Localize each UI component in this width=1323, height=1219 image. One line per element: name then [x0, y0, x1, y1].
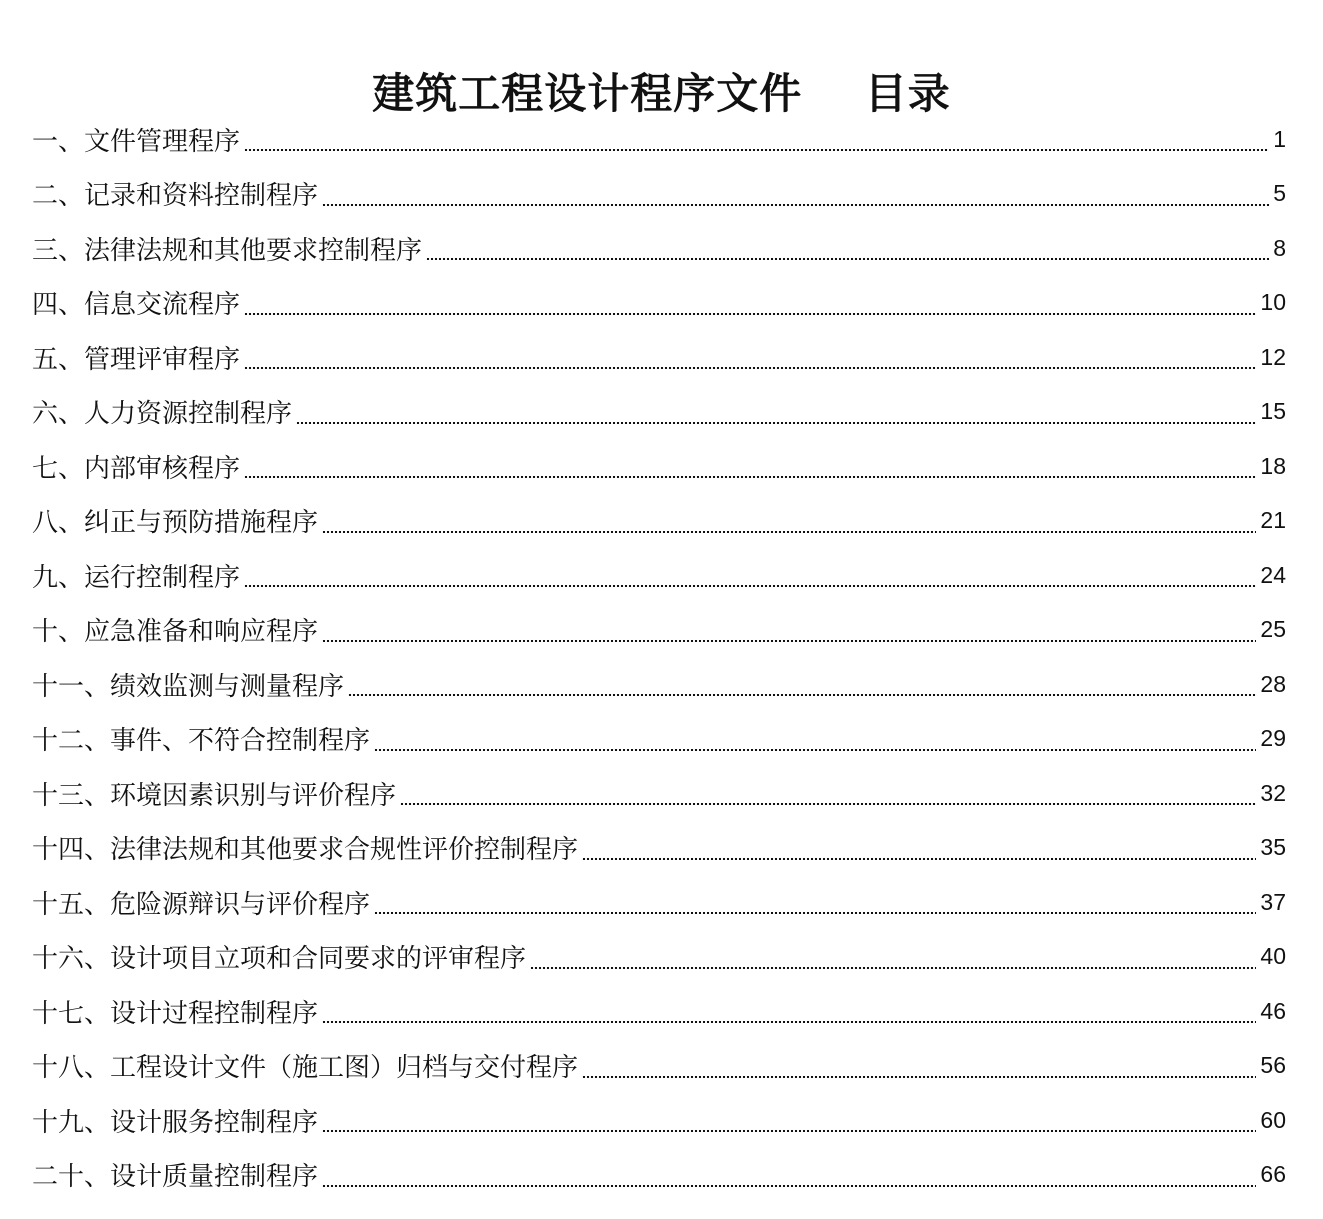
toc-entry-page: 37: [1260, 888, 1286, 915]
dot-leader: [426, 258, 1269, 260]
toc-entry-title: 三、法律法规和其他要求控制程序: [32, 235, 423, 266]
toc-entry-title: 十三、环境因素识别与评价程序: [32, 780, 397, 811]
toc-entry-title: 十一、绩效监测与测量程序: [32, 671, 345, 702]
toc-entry-title: 六、人力资源控制程序: [32, 399, 293, 430]
toc-entry-title: 二、记录和资料控制程序: [32, 181, 319, 212]
toc-entry-page: 46: [1260, 997, 1286, 1024]
dot-leader: [244, 476, 1256, 478]
toc-entry[interactable]: [32, 548, 1286, 603]
toc-entry[interactable]: [32, 603, 1286, 658]
dot-leader: [582, 1076, 1256, 1078]
dot-leader: [348, 694, 1256, 696]
dot-leader: [244, 585, 1256, 587]
toc-entry-title: 二十、设计质量控制程序: [32, 1162, 319, 1193]
toc-entry-title: 五、管理评审程序: [32, 344, 241, 375]
toc-entry-page: 32: [1260, 779, 1286, 806]
document-title: 建筑工程设计程序文件 目录: [372, 69, 951, 119]
toc-entry-page: 25: [1260, 616, 1286, 643]
toc-entry-page: 35: [1260, 834, 1286, 861]
toc-entry[interactable]: [32, 875, 1286, 930]
toc-entry-title: 十、应急准备和响应程序: [32, 617, 319, 648]
toc-entry-title: 十五、危险源辩识与评价程序: [32, 889, 371, 920]
dot-leader: [374, 912, 1256, 914]
toc-entry-title: 七、内部审核程序: [32, 453, 241, 484]
dot-leader: [244, 313, 1256, 315]
toc-entry[interactable]: [32, 984, 1286, 1039]
toc-entry[interactable]: [32, 439, 1286, 494]
toc-entry[interactable]: [32, 276, 1286, 331]
toc-entry-title: 十二、事件、不符合控制程序: [32, 726, 371, 757]
dot-leader: [582, 858, 1256, 860]
toc-entry[interactable]: [32, 1148, 1286, 1203]
dot-leader: [322, 1185, 1256, 1187]
toc-entry-title: 十六、设计项目立项和合同要求的评审程序: [32, 944, 527, 975]
dot-leader: [244, 149, 1269, 151]
table-of-contents: [32, 112, 1286, 1202]
dot-leader: [322, 1021, 1256, 1023]
toc-entry-page: 12: [1260, 343, 1286, 370]
toc-entry-page: 21: [1260, 507, 1286, 534]
dot-leader: [400, 803, 1256, 805]
toc-entry-page: 10: [1260, 289, 1286, 316]
toc-entry[interactable]: [32, 385, 1286, 440]
toc-entry-title: 十七、设计过程控制程序: [32, 998, 319, 1029]
dot-leader: [322, 1130, 1256, 1132]
toc-entry-page: 40: [1260, 943, 1286, 970]
toc-entry-title: 十四、法律法规和其他要求合规性评价控制程序: [32, 835, 579, 866]
toc-entry-title: 八、纠正与预防措施程序: [32, 508, 319, 539]
toc-entry-title: 九、运行控制程序: [32, 562, 241, 593]
toc-entry[interactable]: [32, 112, 1286, 167]
toc-entry[interactable]: [32, 1093, 1286, 1148]
toc-entry-page: 18: [1260, 452, 1286, 479]
toc-entry[interactable]: [32, 167, 1286, 222]
toc-entry-page: 15: [1260, 398, 1286, 425]
toc-entry[interactable]: [32, 657, 1286, 712]
toc-entry[interactable]: [32, 221, 1286, 276]
toc-entry[interactable]: [32, 494, 1286, 549]
dot-leader: [296, 422, 1256, 424]
toc-entry[interactable]: [32, 821, 1286, 876]
toc-entry-page: 66: [1260, 1161, 1286, 1188]
toc-entry[interactable]: [32, 712, 1286, 767]
toc-entry-title: 一、文件管理程序: [32, 126, 241, 157]
toc-entry-page: 29: [1260, 725, 1286, 752]
toc-entry[interactable]: [32, 930, 1286, 985]
toc-entry-page: 60: [1260, 1106, 1286, 1133]
dot-leader: [244, 367, 1256, 369]
toc-entry-page: 56: [1260, 1052, 1286, 1079]
dot-leader: [530, 967, 1256, 969]
dot-leader: [374, 749, 1256, 751]
toc-entry[interactable]: [32, 766, 1286, 821]
toc-entry-title: 十九、设计服务控制程序: [32, 1107, 319, 1138]
toc-entry[interactable]: [32, 1039, 1286, 1094]
toc-entry-title: 十八、工程设计文件（施工图）归档与交付程序: [32, 1053, 579, 1084]
dot-leader: [322, 531, 1256, 533]
toc-entry-page: 1: [1273, 125, 1286, 152]
toc-entry-title: 四、信息交流程序: [32, 290, 241, 321]
toc-entry-page: 8: [1273, 234, 1286, 261]
toc-entry[interactable]: [32, 330, 1286, 385]
toc-entry-page: 24: [1260, 561, 1286, 588]
toc-entry-page: 5: [1273, 180, 1286, 207]
dot-leader: [322, 640, 1256, 642]
dot-leader: [322, 204, 1269, 206]
toc-entry-page: 28: [1260, 670, 1286, 697]
